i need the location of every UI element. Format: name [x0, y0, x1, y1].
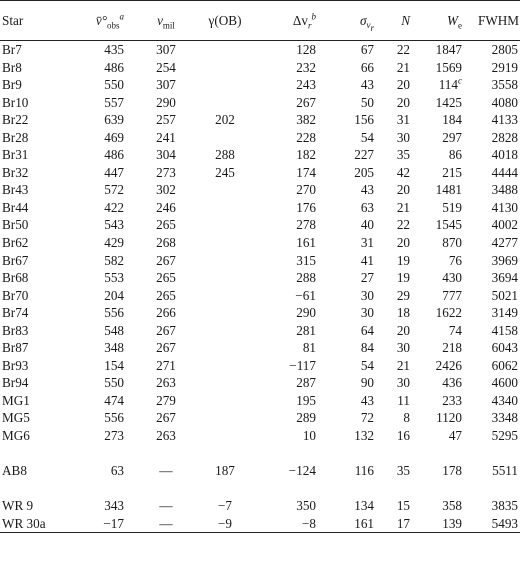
cell-we: 233: [442, 392, 462, 408]
cell-star: Br43: [2, 182, 29, 198]
cell-gamma: [192, 129, 258, 147]
cell-vobs: 348: [104, 340, 124, 356]
cell-vobs: 447: [104, 164, 124, 180]
cell-we: 358: [442, 498, 462, 514]
cell-fwhm: 4340: [491, 392, 518, 408]
cell-sigma: 84: [360, 340, 374, 356]
cell-n: 30: [396, 375, 410, 391]
cell-vmil: 304: [156, 147, 176, 163]
cell-n: 21: [396, 59, 410, 75]
cell-n: 21: [396, 357, 410, 373]
cell-fwhm: 4444: [491, 164, 518, 180]
table-row: [0, 146, 520, 164]
cell-we: 1569: [435, 59, 462, 75]
cell-star: Br74: [2, 305, 29, 321]
col-header-vmil: $v_{mil}$: [140, 1, 192, 41]
cell-dv: 289: [296, 410, 316, 426]
cell-vobs: 63: [110, 463, 124, 479]
table-row: [0, 515, 520, 533]
cell-vobs: 486: [104, 147, 124, 163]
cell-we: 218: [442, 340, 462, 356]
cell-sigma: 66: [360, 59, 374, 75]
cell-fwhm: 4018: [491, 147, 518, 163]
cell-we: 1847: [435, 42, 462, 57]
cell-vmil: —: [159, 498, 173, 514]
table-row: [0, 374, 520, 392]
cell-sigma: 54: [360, 357, 374, 373]
cell-we: 76: [448, 252, 462, 268]
cell-gamma: [192, 392, 258, 410]
table-row: [0, 76, 520, 94]
cell-gamma: [192, 94, 258, 112]
cell-sigma: 116: [354, 463, 374, 479]
cell-star: Br83: [2, 322, 29, 338]
cell-vmil: —: [140, 515, 192, 533]
cell-vobs: 639: [104, 112, 124, 128]
cell-star: Br87: [2, 340, 29, 356]
cell-vobs: 543: [104, 217, 124, 233]
header-row: [0, 1, 520, 41]
cell-gamma: [192, 216, 258, 234]
cell-star: Br7: [2, 42, 22, 57]
cell-n: 19: [396, 270, 410, 286]
cell-fwhm: 2805: [491, 42, 518, 57]
cell-sigma: 227: [354, 147, 374, 163]
cell-sigma: 50: [360, 94, 374, 110]
cell-fwhm: 3149: [491, 305, 518, 321]
col-header-sigma: $\sigma_{v_r}$: [334, 1, 386, 41]
cell-vmil: 263: [156, 428, 176, 444]
cell-star: MG1: [2, 392, 30, 408]
cell-sigma: 64: [360, 322, 374, 338]
col-header-we: $W_e$: [420, 1, 478, 41]
table-row: [0, 59, 520, 77]
cell-fwhm: 2919: [491, 59, 518, 75]
cell-vmil: 307: [156, 42, 176, 57]
cell-star: Br93: [2, 357, 29, 373]
cell-dv: 270: [296, 182, 316, 198]
table-header: [0, 1, 520, 41]
cell-we: 1622: [435, 305, 462, 321]
cell-gamma: −9: [192, 515, 258, 533]
cell-vmil: 266: [156, 305, 176, 321]
cell-n: 22: [396, 217, 410, 233]
cell-gamma: 245: [215, 164, 235, 180]
cell-fwhm: 4600: [491, 375, 518, 391]
cell-sigma: 132: [354, 428, 374, 444]
cell-dv: 382: [296, 112, 316, 128]
cell-n: 18: [396, 305, 410, 321]
cell-sigma: 40: [360, 217, 374, 233]
col-header-star: Star: [0, 1, 62, 41]
row-spacer: [0, 445, 520, 463]
table-row: [0, 497, 520, 515]
cell-gamma: [192, 322, 258, 340]
cell-n: 19: [396, 252, 410, 268]
cell-gamma: [192, 427, 258, 445]
cell-star: Br22: [2, 112, 29, 128]
cell-n: 29: [396, 287, 410, 303]
cell-star: Br70: [2, 287, 29, 303]
cell-vmil: 246: [156, 199, 176, 215]
cell-vobs: 204: [104, 287, 124, 303]
cell-vobs: 572: [104, 182, 124, 198]
cell-sigma: 205: [354, 164, 374, 180]
cell-dv: 228: [296, 129, 316, 145]
cell-fwhm: 4002: [491, 217, 518, 233]
cell-vmil: 273: [156, 164, 176, 180]
cell-we: 86: [448, 147, 462, 163]
cell-gamma: [192, 339, 258, 357]
cell-vmil: 263: [156, 375, 176, 391]
cell-dv: 128: [296, 42, 316, 57]
cell-fwhm: 4158: [491, 322, 518, 338]
cell-vobs: 422: [104, 199, 124, 215]
cell-n: 20: [396, 235, 410, 251]
cell-we: 777: [442, 287, 462, 303]
table-row: [0, 462, 520, 480]
col-header-n: N: [386, 1, 420, 41]
cell-fwhm: 3488: [491, 182, 518, 198]
cell-vmil: 267: [156, 322, 176, 338]
cell-n: 20: [396, 322, 410, 338]
cell-star: WR 9: [2, 498, 34, 514]
table-body: [0, 41, 520, 533]
cell-dv: 278: [296, 217, 316, 233]
cell-star: Br8: [2, 59, 22, 75]
col-header-dv: $\Delta v_r^b$: [258, 1, 334, 41]
cell-gamma: 288: [215, 147, 235, 163]
cell-dv: 350: [296, 498, 316, 514]
cell-sigma: 43: [360, 182, 374, 198]
cell-vmil: 267: [156, 252, 176, 268]
table-row: [0, 392, 520, 410]
cell-dv: 81: [302, 340, 316, 356]
cell-fwhm: 5295: [491, 428, 518, 444]
cell-fwhm: 4130: [491, 199, 518, 215]
cell-dv: −117: [289, 357, 316, 373]
cell-n: 30: [396, 340, 410, 356]
cell-n: 20: [396, 94, 410, 110]
col-header-fwhm: FWHM: [478, 1, 520, 41]
cell-fwhm: 4277: [491, 235, 518, 251]
cell-vmil: 265: [156, 287, 176, 303]
cell-sigma: 134: [354, 498, 374, 514]
cell-fwhm: 3558: [491, 77, 518, 93]
cell-we: 430: [442, 270, 462, 286]
cell-we: 1545: [435, 217, 462, 233]
cell-dv: 288: [296, 270, 316, 286]
cell-vobs: 486: [104, 59, 124, 75]
table-row: [0, 427, 520, 445]
cell-star: Br10: [2, 94, 29, 110]
cell-vobs: 553: [104, 270, 124, 286]
cell-vobs: 435: [104, 42, 124, 57]
cell-dv: −61: [295, 287, 316, 303]
cell-vobs: −17: [62, 515, 140, 533]
table-row: [0, 322, 520, 340]
cell-sigma: 72: [360, 410, 374, 426]
cell-we: 178: [442, 463, 462, 479]
cell-star: Br62: [2, 235, 29, 251]
table-row: [0, 234, 520, 252]
cell-fwhm: 3969: [491, 252, 518, 268]
cell-star: Br68: [2, 270, 29, 286]
cell-gamma: [192, 234, 258, 252]
cell-vmil: 265: [156, 217, 176, 233]
col-header-gamma: γ(OB): [192, 1, 258, 41]
cell-dv: 182: [296, 147, 316, 163]
cell-we: 114$^c$: [438, 75, 462, 93]
cell-we: 184: [442, 112, 462, 128]
cell-vobs: 154: [104, 357, 124, 373]
cell-gamma: 202: [215, 112, 235, 128]
table-row: [0, 216, 520, 234]
cell-vmil: 302: [156, 182, 176, 198]
cell-we: 74: [448, 322, 462, 338]
cell-sigma: 43: [360, 77, 374, 93]
cell-fwhm: 4080: [491, 94, 518, 110]
cell-vmil: 267: [156, 410, 176, 426]
cell-sigma: 30: [360, 287, 374, 303]
cell-vobs: 550: [104, 77, 124, 93]
cell-vobs: 582: [104, 252, 124, 268]
cell-vobs: 429: [104, 235, 124, 251]
cell-star: Br31: [2, 147, 29, 163]
cell-fwhm: 5511: [492, 463, 518, 479]
cell-star: Br67: [2, 252, 29, 268]
cell-dv: 281: [296, 322, 316, 338]
cell-fwhm: 3835: [491, 498, 518, 514]
cell-fwhm: 2828: [491, 129, 518, 145]
cell-we: 139: [420, 515, 478, 533]
cell-we: 1481: [435, 182, 462, 198]
cell-we: 297: [442, 129, 462, 145]
cell-sigma: 41: [360, 252, 374, 268]
cell-gamma: [192, 199, 258, 217]
cell-dv: 267: [296, 94, 316, 110]
table-row: [0, 339, 520, 357]
cell-n: 17: [386, 515, 420, 533]
cell-star: Br9: [2, 77, 22, 93]
cell-n: 42: [396, 164, 410, 180]
table-row: [0, 41, 520, 59]
cell-fwhm: 3694: [491, 270, 518, 286]
cell-n: 20: [396, 182, 410, 198]
cell-n: 8: [403, 410, 410, 426]
cell-vmil: 254: [156, 59, 176, 75]
cell-dv: 243: [296, 77, 316, 93]
cell-vmil: —: [159, 463, 173, 479]
table-row: [0, 181, 520, 199]
cell-fwhm: 3348: [491, 410, 518, 426]
cell-vmil: 267: [156, 340, 176, 356]
cell-vobs: 273: [104, 428, 124, 444]
cell-star: Br50: [2, 217, 29, 233]
cell-sigma: 43: [360, 392, 374, 408]
table-row: [0, 357, 520, 375]
cell-sigma: 31: [360, 235, 374, 251]
cell-vobs: 474: [104, 392, 124, 408]
cell-star: MG5: [2, 410, 30, 426]
cell-vobs: 550: [104, 375, 124, 391]
cell-sigma: 161: [334, 515, 386, 533]
cell-gamma: [192, 357, 258, 375]
cell-fwhm: 6062: [491, 357, 518, 373]
cell-we: 47: [448, 428, 462, 444]
cell-vmil: 257: [156, 112, 176, 128]
cell-dv: 290: [296, 305, 316, 321]
cell-sigma: 30: [360, 305, 374, 321]
table-row: [0, 269, 520, 287]
cell-vmil: 268: [156, 235, 176, 251]
cell-we: 2426: [435, 357, 462, 373]
cell-n: 30: [396, 129, 410, 145]
cell-vmil: 271: [156, 357, 176, 373]
cell-sigma: 156: [354, 112, 374, 128]
cell-vmil: 290: [156, 94, 176, 110]
cell-sigma: 54: [360, 129, 374, 145]
cell-star: AB8: [2, 463, 27, 479]
cell-n: 22: [396, 42, 410, 57]
cell-dv: 174: [296, 164, 316, 180]
cell-we: 519: [442, 199, 462, 215]
cell-gamma: [192, 76, 258, 94]
cell-star: Br94: [2, 375, 29, 391]
table-row: [0, 94, 520, 112]
cell-gamma: [192, 59, 258, 77]
cell-vobs: 343: [104, 498, 124, 514]
cell-n: 21: [396, 199, 410, 215]
cell-fwhm: 5021: [491, 287, 518, 303]
cell-dv: 161: [296, 235, 316, 251]
cell-n: 20: [396, 77, 410, 93]
cell-dv: −124: [288, 463, 316, 479]
cell-fwhm: 5493: [478, 515, 520, 533]
table-row: [0, 111, 520, 129]
cell-gamma: [192, 287, 258, 305]
cell-vobs: 556: [104, 410, 124, 426]
cell-dv: 315: [296, 252, 316, 268]
cell-vobs: 469: [104, 129, 124, 145]
cell-fwhm: 4133: [491, 112, 518, 128]
cell-gamma: [192, 41, 258, 59]
cell-star: Br32: [2, 164, 29, 180]
cell-n: 11: [397, 392, 410, 408]
table-row: [0, 129, 520, 147]
cell-n: 35: [396, 147, 410, 163]
table-row: [0, 199, 520, 217]
cell-vmil: 307: [156, 77, 176, 93]
cell-vmil: 265: [156, 270, 176, 286]
row-spacer: [0, 480, 520, 498]
cell-gamma: [192, 269, 258, 287]
cell-gamma: [192, 252, 258, 270]
cell-dv: −8: [258, 515, 334, 533]
cell-fwhm: 6043: [491, 340, 518, 356]
cell-star: Br28: [2, 129, 29, 145]
cell-vobs: 556: [104, 305, 124, 321]
cell-gamma: 187: [215, 463, 235, 479]
table-row: [0, 304, 520, 322]
cell-we: 436: [442, 375, 462, 391]
cell-n: 15: [396, 498, 410, 514]
table-row: [0, 164, 520, 182]
cell-vmil: 279: [156, 392, 176, 408]
cell-sigma: 67: [360, 42, 374, 57]
cell-we: 215: [442, 164, 462, 180]
cell-star: MG6: [2, 428, 30, 444]
cell-dv: 195: [296, 392, 316, 408]
cell-star: WR 30a: [0, 515, 62, 533]
cell-gamma: [192, 374, 258, 392]
cell-n: 16: [396, 428, 410, 444]
table-row: [0, 252, 520, 270]
cell-we: 1120: [436, 410, 462, 426]
cell-sigma: 27: [360, 270, 374, 286]
cell-star: Br44: [2, 199, 29, 215]
cell-dv: 232: [296, 59, 316, 75]
cell-dv: 10: [302, 428, 316, 444]
cell-vobs: 557: [104, 94, 124, 110]
cell-dv: 287: [296, 375, 316, 391]
table-row: [0, 287, 520, 305]
table-row: [0, 409, 520, 427]
cell-gamma: [192, 409, 258, 427]
cell-n: 31: [396, 112, 410, 128]
cell-n: 35: [396, 463, 410, 479]
cell-sigma: 63: [360, 199, 374, 215]
cell-dv: 176: [296, 199, 316, 215]
col-header-vobs: $v̄^\circ_{obs}^a$: [62, 1, 140, 41]
cell-we: 870: [442, 235, 462, 251]
cell-vmil: 241: [156, 129, 176, 145]
cell-gamma: [192, 304, 258, 322]
cell-gamma: −7: [217, 498, 233, 514]
cell-we: 1425: [435, 94, 462, 110]
cell-vobs: 548: [104, 322, 124, 338]
cell-gamma: [192, 181, 258, 199]
cell-sigma: 90: [360, 375, 374, 391]
